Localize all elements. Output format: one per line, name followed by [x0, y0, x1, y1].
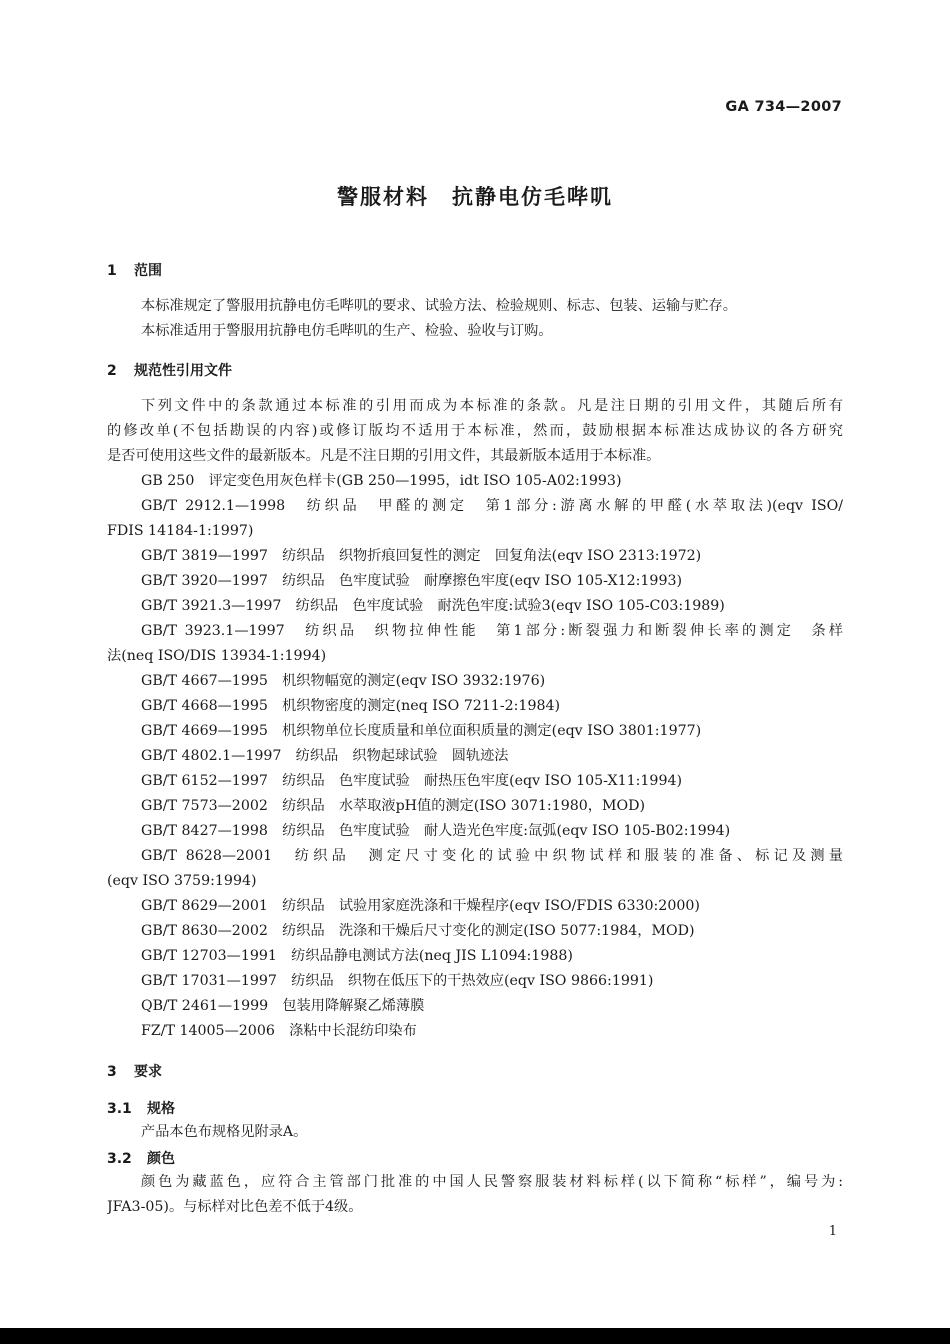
reference-item: GB/T 4669—1995 机织物单位长度质量和单位面积质量的测定(eqv ISO 3801:1977): [141, 723, 702, 739]
reference-item: GB/T 4802.1—1997 纺织品 织物起球试验 圆轨迹法: [141, 748, 509, 764]
page-number: 1: [828, 1224, 837, 1239]
reference-item: GB/T 2912.1—1998 纺织品 甲醛的测定 第1部分:游离水解的甲醛(水萃取法)(eqv ISO/: [141, 498, 843, 514]
section-number: 3.2: [107, 1151, 132, 1167]
reference-item: GB 250 评定变色用灰色样卡(GB 250—1995，idt ISO 105-A02:1993): [141, 473, 622, 489]
reference-item: GB/T 7573—2002 纺织品 水萃取液pH值的测定(ISO 3071:1980，MOD): [141, 798, 646, 814]
paragraph-line: 本标准适用于警服用抗静电仿毛哔叽的生产、检验、验收与订购。: [141, 323, 553, 339]
section-title: 范围: [134, 263, 162, 279]
document-title: 警服材料 抗静电仿毛哔叽: [337, 185, 613, 209]
section-3-2-heading: [107, 1148, 175, 1168]
standard-code: GA 734—2007: [725, 99, 842, 115]
reference-item-continued: 法(neq ISO/DIS 13934-1:1994): [107, 648, 327, 664]
reference-item: GB/T 4668—1995 机织物密度的测定(neq ISO 7211-2:1984): [141, 698, 561, 714]
paragraph-line: 是否可使用这些文件的最新版本。凡是不注日期的引用文件，其最新版本适用于本标准。: [107, 448, 661, 464]
section-1-heading: [107, 260, 162, 280]
paragraph-line: 本标准规定了警服用抗静电仿毛哔叽的要求、试验方法、检验规则、标志、包装、运输与贮存。: [141, 298, 737, 314]
reference-item: GB/T 8427—1998 纺织品 色牢度试验 耐人造光色牢度:氙弧(eqv ISO 105-B02:1994): [141, 823, 731, 839]
section-title: 规范性引用文件: [134, 363, 232, 379]
section-3-heading: [107, 1061, 162, 1081]
reference-item: GB/T 4667—1995 机织物幅宽的测定(eqv ISO 3932:1976): [141, 673, 546, 689]
reference-item: FZ/T 14005—2006 涤粘中长混纺印染布: [141, 1023, 417, 1039]
section-title: 要求: [134, 1064, 162, 1080]
section-title: 规格: [147, 1101, 175, 1117]
paragraph-line: JFA3-05)。与标样对比色差不低于4级。: [107, 1199, 363, 1215]
reference-item-continued: FDIS 14184-1:1997): [107, 523, 254, 539]
section-number: 2: [107, 363, 117, 379]
section-number: 3: [107, 1064, 117, 1080]
paragraph-line: 产品本色布规格见附录A。: [141, 1124, 308, 1140]
reference-item: GB/T 3920—1997 纺织品 色牢度试验 耐摩擦色牢度(eqv ISO 105-X12:1993): [141, 573, 683, 589]
paragraph-line: 下列文件中的条款通过本标准的引用而成为本标准的条款。凡是注日期的引用文件，其随后所有: [141, 398, 843, 414]
reference-item: GB/T 17031—1997 纺织品 织物在低压下的干热效应(eqv ISO 9866:1991): [141, 973, 654, 989]
paragraph-line: 的修改单(不包括勘误的内容)或修订版均不适用于本标准，然而，鼓励根据本标准达成协议的各方研究: [107, 423, 843, 439]
reference-item: GB/T 8629—2001 纺织品 试验用家庭洗涤和干燥程序(eqv ISO/FDIS 6330:2000): [141, 898, 700, 914]
section-2-heading: [107, 360, 232, 380]
reference-item-continued: (eqv ISO 3759:1994): [107, 873, 257, 889]
section-number: 3.1: [107, 1101, 132, 1117]
section-title: 颜色: [147, 1151, 175, 1167]
reference-item: GB/T 6152—1997 纺织品 色牢度试验 耐热压色牢度(eqv ISO 105-X11:1994): [141, 773, 683, 789]
reference-item: GB/T 8628—2001 纺织品 测定尺寸变化的试验中织物试样和服装的准备、标记及测量: [141, 848, 843, 864]
reference-item: GB/T 8630—2002 纺织品 洗涤和干燥后尺寸变化的测定(ISO 5077:1984，MOD): [141, 923, 695, 939]
reference-item: GB/T 3923.1—1997 纺织品 织物拉伸性能 第1部分:断裂强力和断裂伸长率的测定 条样: [141, 623, 843, 639]
section-number: 1: [107, 263, 117, 279]
reference-item: QB/T 2461—1999 包装用降解聚乙烯薄膜: [141, 998, 425, 1014]
reference-item: GB/T 3819—1997 纺织品 织物折痕回复性的测定 回复角法(eqv ISO 2313:1972): [141, 548, 702, 564]
reference-item: GB/T 12703—1991 纺织品静电测试方法(neq JIS L1094:1988): [141, 948, 573, 964]
reference-item: GB/T 3921.3—1997 纺织品 色牢度试验 耐洗色牢度:试验3(eqv ISO 105-C03:1989): [141, 598, 725, 614]
bottom-border: [0, 1328, 950, 1344]
section-3-1-heading: [107, 1098, 175, 1118]
paragraph-line: 颜色为藏蓝色，应符合主管部门批准的中国人民警察服装材料标样(以下简称“标样”，编号为:: [141, 1174, 843, 1190]
